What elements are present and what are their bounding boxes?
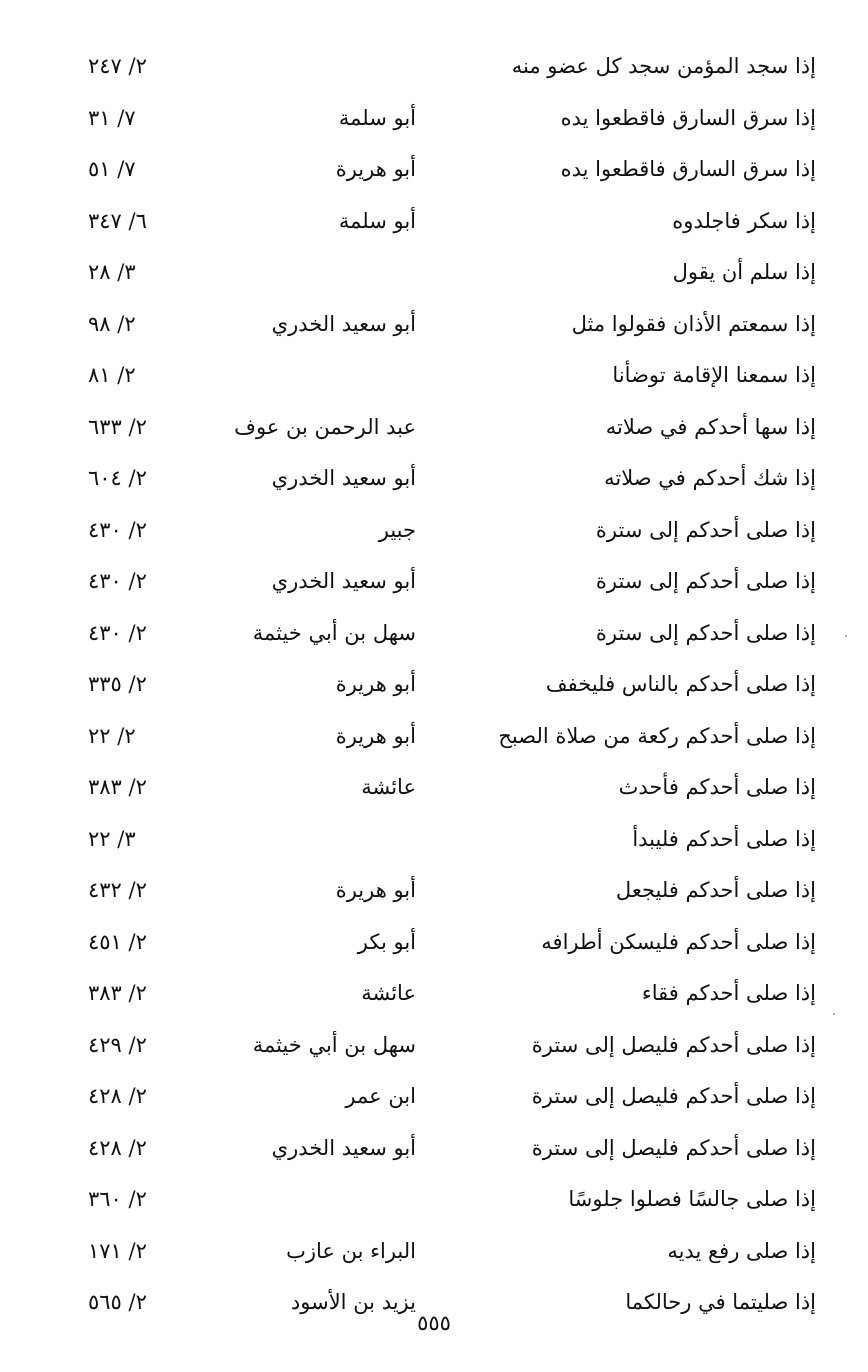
hadith-text: إذا سها أحدكم في صلاته bbox=[605, 414, 816, 439]
index-row bbox=[0, 354, 868, 406]
page-number: ٥٥٥ bbox=[417, 1311, 451, 1335]
index-row bbox=[0, 406, 868, 458]
hadith-text: إذا صلى أحدكم فليبدأ bbox=[632, 826, 816, 851]
volume-page-reference: ٢/ ٣٣٥ bbox=[88, 672, 147, 696]
index-row bbox=[0, 148, 868, 200]
narrator-name: عبد الرحمن بن عوف bbox=[234, 414, 416, 439]
index-row bbox=[0, 766, 868, 818]
volume-page-reference: ٣/ ٢٨ bbox=[88, 260, 136, 284]
volume-page-reference: ٧/ ٣١ bbox=[88, 105, 136, 130]
volume-page-reference: ٢/ ٤٣٠ bbox=[88, 569, 147, 593]
narrator-name: جبير bbox=[378, 517, 416, 542]
index-row bbox=[0, 663, 868, 715]
hadith-text: إذا صليتما في رحالكما bbox=[625, 1290, 816, 1314]
index-row bbox=[0, 818, 868, 870]
narrator-name: أبو سعيد الخدري bbox=[271, 466, 416, 490]
narrator-name: يزيد بن الأسود bbox=[290, 1290, 416, 1314]
hadith-text: إذا صلى أحدكم فأحدث bbox=[618, 775, 816, 799]
narrator-name: أبو سلمة bbox=[338, 105, 416, 130]
volume-page-reference: ٧/ ٥١ bbox=[88, 157, 136, 181]
volume-page-reference: ٦/ ٣٤٧ bbox=[88, 208, 147, 233]
index-row bbox=[0, 1127, 868, 1179]
hadith-text: إذا صلى أحدكم ركعة من صلاة الصبح bbox=[498, 723, 816, 748]
volume-page-reference: ٢/ ٤٢٨ bbox=[88, 1084, 147, 1108]
index-row bbox=[0, 251, 868, 303]
hadith-text: إذا سمعتم الأذان فقولوا مثل bbox=[571, 311, 816, 336]
index-row bbox=[0, 1024, 868, 1076]
volume-page-reference: ٢/ ٥٦٥ bbox=[88, 1290, 147, 1314]
index-row bbox=[0, 509, 868, 561]
volume-page-reference: ٣/ ٢٢ bbox=[88, 826, 136, 851]
index-row bbox=[0, 1075, 868, 1127]
index-row bbox=[0, 560, 868, 612]
hadith-text: إذا صلى جالسًا فصلوا جلوسًا bbox=[568, 1187, 816, 1211]
index-row bbox=[0, 303, 868, 355]
hadith-text: إذا صلى أحدكم فليصل إلى سترة bbox=[531, 1032, 816, 1057]
volume-page-reference: ٢/ ٢٢ bbox=[88, 723, 136, 748]
hadith-text: إذا صلى أحدكم إلى سترة bbox=[595, 517, 816, 542]
scan-speck bbox=[833, 1013, 835, 1015]
volume-page-reference: ٢/ ٤٥١ bbox=[88, 929, 147, 954]
volume-page-reference: ٢/ ٤٣٢ bbox=[88, 878, 147, 902]
scan-speck bbox=[845, 635, 847, 637]
index-row bbox=[0, 715, 868, 767]
volume-page-reference: ٢/ ٢٤٧ bbox=[88, 54, 147, 78]
volume-page-reference: ٢/ ٨١ bbox=[88, 363, 136, 387]
narrator-name: أبو هريرة bbox=[335, 157, 416, 181]
narrator-name: أبو هريرة bbox=[335, 878, 416, 902]
index-row bbox=[0, 972, 868, 1024]
narrator-name: سهل بن أبي خيثمة bbox=[252, 1032, 416, 1057]
index-row bbox=[0, 97, 868, 149]
hadith-text: إذا صلى أحدكم فليسكن أطرافه bbox=[541, 929, 816, 954]
hadith-text: إذا سكر فاجلدوه bbox=[672, 208, 816, 233]
narrator-name: أبو سعيد الخدري bbox=[271, 1135, 416, 1160]
index-row bbox=[0, 457, 868, 509]
hadith-text: إذا صلى أحدكم إلى سترة bbox=[595, 569, 816, 593]
volume-page-reference: ٢/ ٤٢٩ bbox=[88, 1032, 147, 1057]
hadith-text: إذا سجد المؤمن سجد كل عضو منه bbox=[511, 54, 816, 78]
volume-page-reference: ٢/ ٦٠٤ bbox=[88, 466, 147, 490]
volume-page-reference: ٢/ ٣٦٠ bbox=[88, 1187, 147, 1211]
narrator-name: أبو هريرة bbox=[335, 723, 416, 748]
volume-page-reference: ٢/ ٤٣٠ bbox=[88, 620, 147, 645]
hadith-text: إذا سلم أن يقول bbox=[672, 260, 816, 284]
volume-page-reference: ٢/ ٣٨٣ bbox=[88, 775, 147, 799]
hadith-text: إذا صلى رفع يديه bbox=[667, 1238, 816, 1263]
narrator-name: أبو بكر bbox=[357, 929, 416, 954]
hadith-text: إذا صلى أحدكم فليصل إلى سترة bbox=[531, 1084, 816, 1108]
hadith-text: إذا سرق السارق فاقطعوا يده bbox=[560, 157, 816, 181]
narrator-name: عائشة bbox=[361, 981, 416, 1005]
index-row bbox=[0, 45, 868, 97]
volume-page-reference: ٢/ ٩٨ bbox=[88, 311, 136, 336]
volume-page-reference: ٢/ ٦٣٣ bbox=[88, 414, 147, 439]
volume-page-reference: ٢/ ٤٢٨ bbox=[88, 1135, 147, 1160]
hadith-text: إذا صلى أحدكم فليصل إلى سترة bbox=[531, 1135, 816, 1160]
hadith-text: إذا سرق السارق فاقطعوا يده bbox=[560, 105, 816, 130]
index-row bbox=[0, 869, 868, 921]
index-row bbox=[0, 612, 868, 664]
narrator-name: عائشة bbox=[361, 775, 416, 799]
index-row bbox=[0, 1230, 868, 1282]
narrator-name: أبو سعيد الخدري bbox=[271, 311, 416, 336]
narrator-name: أبو سعيد الخدري bbox=[271, 569, 416, 593]
narrator-name: أبو سلمة bbox=[338, 208, 416, 233]
hadith-text: إذا صلى أحدكم إلى سترة bbox=[595, 620, 816, 645]
index-row bbox=[0, 921, 868, 973]
hadith-text: إذا صلى أحدكم فقاء bbox=[641, 981, 816, 1005]
hadith-text: إذا سمعنا الإقامة توضأنا bbox=[612, 363, 816, 387]
hadith-text: إذا صلى أحدكم بالناس فليخفف bbox=[545, 672, 816, 696]
narrator-name: أبو هريرة bbox=[335, 672, 416, 696]
hadith-index-list bbox=[0, 45, 868, 1333]
volume-page-reference: ٢/ ١٧١ bbox=[88, 1238, 147, 1263]
index-row bbox=[0, 200, 868, 252]
volume-page-reference: ٢/ ٤٣٠ bbox=[88, 517, 147, 542]
hadith-text: إذا شك أحدكم في صلاته bbox=[604, 466, 816, 490]
narrator-name: سهل بن أبي خيثمة bbox=[252, 620, 416, 645]
volume-page-reference: ٢/ ٣٨٣ bbox=[88, 981, 147, 1005]
index-row bbox=[0, 1178, 868, 1230]
narrator-name: ابن عمر bbox=[345, 1084, 416, 1108]
hadith-text: إذا صلى أحدكم فليجعل bbox=[615, 878, 816, 902]
narrator-name: البراء بن عازب bbox=[286, 1238, 416, 1263]
